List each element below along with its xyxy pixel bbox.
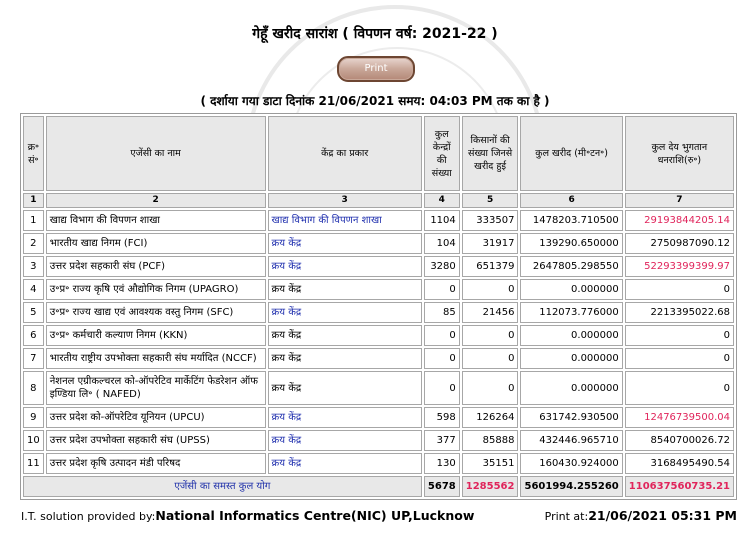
cell-centres: 130 <box>424 453 460 474</box>
col-header-farmers: किसानों की संख्या जिनसे खरीद हुई <box>462 116 519 191</box>
cell-payment: 8540700026.72 <box>625 430 734 451</box>
centre-type-link[interactable]: क्रय केंद्र <box>271 412 302 423</box>
cell-sn: 2 <box>23 233 44 254</box>
cell-farmers: 0 <box>462 325 519 346</box>
print-at-value: 21/06/2021 05:31 PM <box>588 508 737 523</box>
cell-payment: 2750987090.12 <box>625 233 734 254</box>
cell-sn: 1 <box>23 210 44 231</box>
cell-farmers: 31917 <box>462 233 519 254</box>
cell-payment: 3168495490.54 <box>625 453 734 474</box>
total-row <box>23 476 734 497</box>
col-header-centres: कुल केन्द्रों की संख्या <box>424 116 460 191</box>
total-farmers: 1285562 <box>462 476 519 497</box>
table-row <box>23 371 734 405</box>
cell-centres: 0 <box>424 348 460 369</box>
cell-farmers: 0 <box>462 371 519 405</box>
col-header-payment: कुल देय भुगतान धनराशि(रु॰) <box>625 116 734 191</box>
cell-agency: उत्तर प्रदेश सहकारी संघ (PCF) <box>46 256 266 277</box>
cell-centre-type: क्रय केंद्र <box>268 371 422 405</box>
cell-payment: 0 <box>625 279 734 300</box>
cell-centre-type: क्रय केंद्र <box>268 325 422 346</box>
total-centres: 5678 <box>424 476 460 497</box>
cell-purchase: 0.000000 <box>520 348 622 369</box>
cell-purchase: 139290.650000 <box>520 233 622 254</box>
col-number: 2 <box>46 193 266 208</box>
centre-type-link[interactable]: क्रय केंद्र <box>271 458 302 469</box>
cell-centres: 104 <box>424 233 460 254</box>
cell-centres: 85 <box>424 302 460 323</box>
cell-purchase: 112073.776000 <box>520 302 622 323</box>
cell-farmers: 85888 <box>462 430 519 451</box>
table-header-row <box>23 116 734 191</box>
cell-centres: 3280 <box>424 256 460 277</box>
cell-payment: 0 <box>625 371 734 405</box>
col-number: 5 <box>462 193 519 208</box>
cell-agency: उत्तर प्रदेश कृषि उत्पादन मंडी परिषद <box>46 453 266 474</box>
cell-payment: 52293399399.97 <box>625 256 734 277</box>
cell-farmers: 651379 <box>462 256 519 277</box>
cell-purchase: 160430.924000 <box>520 453 622 474</box>
table-row <box>23 348 734 369</box>
centre-type-link[interactable]: क्रय केंद्र <box>271 238 302 249</box>
column-number-row <box>23 193 734 208</box>
col-header-sn: क्र॰ सं॰ <box>23 116 44 191</box>
cell-sn: 8 <box>23 371 44 405</box>
cell-agency: उत्तर प्रदेश को-ऑपरेटिव यूनियन (UPCU) <box>46 407 266 428</box>
cell-farmers: 0 <box>462 348 519 369</box>
cell-payment: 2213395022.68 <box>625 302 734 323</box>
cell-agency: उत्तर प्रदेश उपभोक्ता सहकारी संघ (UPSS) <box>46 430 266 451</box>
total-label: एजेंसी का समस्त कुल योग <box>23 476 422 497</box>
cell-farmers: 35151 <box>462 453 519 474</box>
cell-centres: 0 <box>424 279 460 300</box>
cell-sn: 5 <box>23 302 44 323</box>
cell-sn: 9 <box>23 407 44 428</box>
cell-purchase: 631742.930500 <box>520 407 622 428</box>
cell-farmers: 126264 <box>462 407 519 428</box>
col-number: 6 <box>520 193 622 208</box>
centre-type-link[interactable]: खाद्य विभाग की विपणन शाखा <box>271 215 382 226</box>
cell-centre-type: क्रय केंद्र <box>268 279 422 300</box>
table-row <box>23 407 734 428</box>
cell-purchase: 432446.965710 <box>520 430 622 451</box>
table-row <box>23 325 734 346</box>
cell-sn: 7 <box>23 348 44 369</box>
page-title: गेहूँ खरीद सारांश ( विपणन वर्ष: 2021-22 ) <box>252 26 498 42</box>
cell-agency: उ॰प्र॰ कर्मचारी कल्याण निगम (KKN) <box>46 325 266 346</box>
centre-type-link[interactable]: क्रय केंद्र <box>271 261 302 272</box>
col-header-centre-type: केंद्र का प्रकार <box>268 116 422 191</box>
print-at-label: Print at: <box>544 510 589 523</box>
cell-purchase: 0.000000 <box>520 325 622 346</box>
footer-print-time <box>545 508 737 523</box>
centre-type-link[interactable]: क्रय केंद्र <box>271 435 302 446</box>
cell-purchase: 0.000000 <box>520 371 622 405</box>
cell-purchase: 2647805.298550 <box>520 256 622 277</box>
cell-farmers: 0 <box>462 279 519 300</box>
cell-centres: 0 <box>424 371 460 405</box>
provided-by-label: I.T. solution provided by: <box>21 510 156 523</box>
cell-payment: 0 <box>625 348 734 369</box>
cell-sn: 4 <box>23 279 44 300</box>
cell-payment: 12476739500.04 <box>625 407 734 428</box>
total-payment: 110637560735.21 <box>625 476 734 497</box>
cell-sn: 11 <box>23 453 44 474</box>
cell-centre-type: क्रय केंद्र <box>268 348 422 369</box>
cell-farmers: 333507 <box>462 210 519 231</box>
cell-sn: 10 <box>23 430 44 451</box>
table-row <box>23 430 734 451</box>
col-number: 4 <box>424 193 460 208</box>
print-button[interactable]: Print <box>337 56 415 82</box>
cell-sn: 3 <box>23 256 44 277</box>
cell-agency: भारतीय खाद्य निगम (FCI) <box>46 233 266 254</box>
cell-agency: खाद्य विभाग की विपणन शाखा <box>46 210 266 231</box>
cell-payment: 0 <box>625 325 734 346</box>
centre-type-link[interactable]: क्रय केंद्र <box>271 307 302 318</box>
cell-centres: 598 <box>424 407 460 428</box>
total-purchase: 5601994.255260 <box>520 476 622 497</box>
table-row <box>23 279 734 300</box>
cell-centres: 1104 <box>424 210 460 231</box>
table-row <box>23 233 734 254</box>
col-number: 7 <box>625 193 734 208</box>
col-number: 1 <box>23 193 44 208</box>
cell-farmers: 21456 <box>462 302 519 323</box>
col-header-purchase: कुल खरीद (मी॰टन॰) <box>520 116 622 191</box>
table-row <box>23 256 734 277</box>
cell-agency: भारतीय राष्ट्रीय उपभोक्ता सहकारी संघ मर्यादित (NCCF) <box>46 348 266 369</box>
footer-credit <box>21 508 474 523</box>
cell-purchase: 1478203.710500 <box>520 210 622 231</box>
cell-centres: 377 <box>424 430 460 451</box>
table-row <box>23 210 734 231</box>
cell-sn: 6 <box>23 325 44 346</box>
procurement-summary-table <box>20 113 737 500</box>
table-row <box>23 453 734 474</box>
data-timestamp-note: ( दर्शाया गया डाटा दिनांक 21/06/2021 समय: 04:03 PM तक का है ) <box>200 94 550 108</box>
cell-purchase: 0.000000 <box>520 279 622 300</box>
cell-centres: 0 <box>424 325 460 346</box>
col-number: 3 <box>268 193 422 208</box>
cell-agency: उ॰प्र॰ राज्य खाद्य एवं आवश्यक वस्तु निगम (SFC) <box>46 302 266 323</box>
cell-payment: 29193844205.14 <box>625 210 734 231</box>
cell-agency: उ॰प्र॰ राज्य कृषि एवं औद्योगिक निगम (UPAGRO) <box>46 279 266 300</box>
provided-by-org: National Informatics Centre(NIC) UP,Lucknow <box>155 508 475 523</box>
cell-agency: नेशनल एग्रीकल्चरल को-ऑपरेटिव मार्केटिंग फेडरेशन ऑफ इण्डिया लि॰ ( NAFED) <box>46 371 266 405</box>
table-row <box>23 302 734 323</box>
col-header-agency: एजेंसी का नाम <box>46 116 266 191</box>
